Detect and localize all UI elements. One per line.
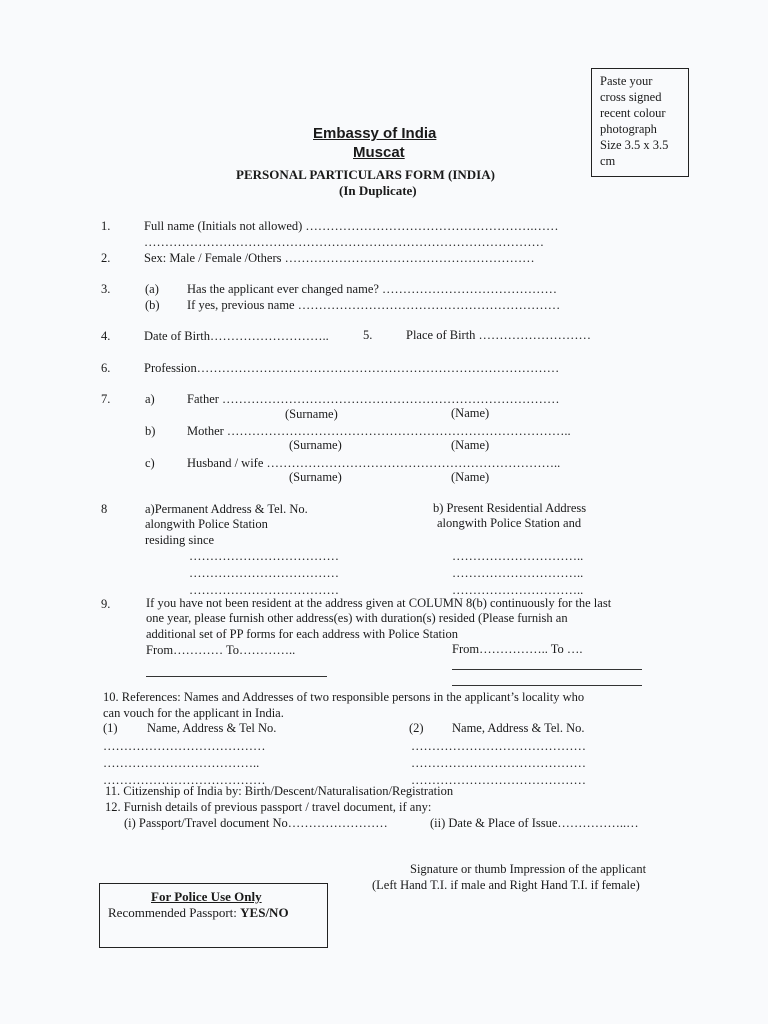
item-number: 2. xyxy=(101,251,111,265)
sub-mark: (2) xyxy=(409,721,424,735)
surname-label: (Surname) xyxy=(285,407,338,421)
item-number: 4. xyxy=(101,329,111,343)
surname-label: (Surname) xyxy=(289,470,342,484)
item-number: 9. xyxy=(101,597,111,611)
reference-2-label: Name, Address & Tel. No. xyxy=(452,721,585,735)
name-label: (Name) xyxy=(451,406,490,420)
name-changed-field: Has the applicant ever changed name? …………………………………… xyxy=(187,282,558,296)
sub-mark: (1) xyxy=(103,721,118,735)
name-label: (Name) xyxy=(451,438,490,452)
sub-mark: c) xyxy=(145,456,155,470)
citizenship-field: 11. Citizenship of India by: Birth/Descent/Naturalisation/Registration xyxy=(105,784,454,798)
sex-field: Sex: Male / Female /Others …………………………………………………… xyxy=(144,251,535,265)
sub-mark: b) xyxy=(145,424,156,438)
q9-text: If you have not been resident at the address given at COLUMN 8(b) continuously for the last xyxy=(146,596,612,610)
embassy-title: Embassy of India xyxy=(313,125,437,142)
previous-name-field: If yes, previous name ……………………………………………………… xyxy=(187,298,561,312)
sub-mark: (a) xyxy=(145,282,159,296)
photo-text-line: photograph xyxy=(600,122,657,136)
police-use-title: For Police Use Only xyxy=(151,889,262,904)
item-number: 3. xyxy=(101,282,111,296)
name-label: (Name) xyxy=(451,470,490,484)
full-name-continuation: …………………………………………………………………………………… xyxy=(144,235,544,249)
recommended-passport-label: Recommended Passport: xyxy=(108,905,241,920)
date-place-of-issue-field: (ii) Date & Place of Issue……………..… xyxy=(430,816,639,830)
mother-field: Mother ……………………………………………………………………….. xyxy=(187,424,571,438)
yes-no-value: YES/NO xyxy=(240,905,289,920)
profession-field: Profession…………………………………………………………………………… xyxy=(144,361,560,375)
present-address-line: ………………………….. xyxy=(452,549,584,563)
q10-text: 10. References: Names and Addresses of two responsible persons in the applicant’s locality who xyxy=(103,690,585,704)
permanent-address-line: ……………………………… xyxy=(189,583,339,597)
police-use-box xyxy=(99,883,328,948)
photo-text-line: Paste your xyxy=(600,74,653,88)
photo-box xyxy=(591,68,689,177)
photo-text-line: cm xyxy=(600,154,616,168)
permanent-address-line: ……………………………… xyxy=(189,566,339,580)
item-number: 8 xyxy=(101,502,108,516)
present-address-label: b) Present Residential Address xyxy=(433,501,587,515)
city-title: Muscat xyxy=(353,144,405,161)
husband-wife-field: Husband / wife …………………………………………………………….. xyxy=(187,456,561,470)
previous-passport-label: 12. Furnish details of previous passport / travel document, if any: xyxy=(105,800,432,814)
permanent-address-line: ……………………………… xyxy=(189,549,339,563)
reference-1-line: ……………………………….. xyxy=(103,756,260,770)
reference-2-line: …………………………………… xyxy=(411,773,586,787)
present-address-label: alongwith Police Station and xyxy=(437,516,582,530)
photo-text-line: recent colour xyxy=(600,106,666,120)
reference-1-label: Name, Address & Tel No. xyxy=(147,721,277,735)
surname-label: (Surname) xyxy=(289,438,342,452)
q9-from-to-left: From………… To………….. xyxy=(146,643,296,657)
reference-1-line: ………………………………… xyxy=(103,739,266,753)
present-address-line: ………………………….. xyxy=(452,583,584,597)
reference-2-line: …………………………………… xyxy=(411,739,586,753)
item-number: 5. xyxy=(363,328,373,342)
q9-underline xyxy=(146,676,327,677)
item-number: 6. xyxy=(101,361,111,375)
date-of-birth-field: Date of Birth……………………….. xyxy=(144,329,329,343)
signature-label: Signature or thumb Impression of the applicant xyxy=(410,862,647,876)
item-number: 7. xyxy=(101,392,111,406)
item-number: 1. xyxy=(101,219,111,233)
q10-text: can vouch for the applicant in India. xyxy=(103,706,284,720)
permanent-address-label: residing since xyxy=(145,533,215,547)
full-name-field: Full name (Initials not allowed) ……………………………………………….…… xyxy=(144,219,559,233)
reference-1-line: ………………………………… xyxy=(103,773,266,787)
q9-underline xyxy=(452,669,642,670)
place-of-birth-field: Place of Birth ……………………… xyxy=(406,328,592,342)
sub-mark: (b) xyxy=(145,298,160,312)
photo-text-line: cross signed xyxy=(600,90,662,104)
q9-underline xyxy=(452,685,642,686)
form-subtitle: (In Duplicate) xyxy=(339,183,417,198)
present-address-line: ………………………….. xyxy=(452,566,584,580)
father-field: Father ……………………………………………………………………… xyxy=(187,392,560,406)
passport-number-field: (i) Passport/Travel document No…………………… xyxy=(124,816,388,830)
q9-from-to-right: From…………….. To …. xyxy=(452,642,583,656)
reference-2-line: …………………………………… xyxy=(411,756,586,770)
permanent-address-label: alongwith Police Station xyxy=(145,517,268,531)
q9-text: additional set of PP forms for each address with Police Station xyxy=(146,627,458,641)
recommended-passport xyxy=(108,906,289,920)
q9-text: one year, please furnish other address(es) with duration(s) resided (Please furnish an xyxy=(146,611,568,625)
permanent-address-label: a)Permanent Address & Tel. No. xyxy=(145,502,308,516)
signature-note: (Left Hand T.I. if male and Right Hand T.I. if female) xyxy=(372,878,640,892)
photo-text-line: Size 3.5 x 3.5 xyxy=(600,138,669,152)
sub-mark: a) xyxy=(145,392,155,406)
form-title: PERSONAL PARTICULARS FORM (INDIA) xyxy=(236,167,495,182)
